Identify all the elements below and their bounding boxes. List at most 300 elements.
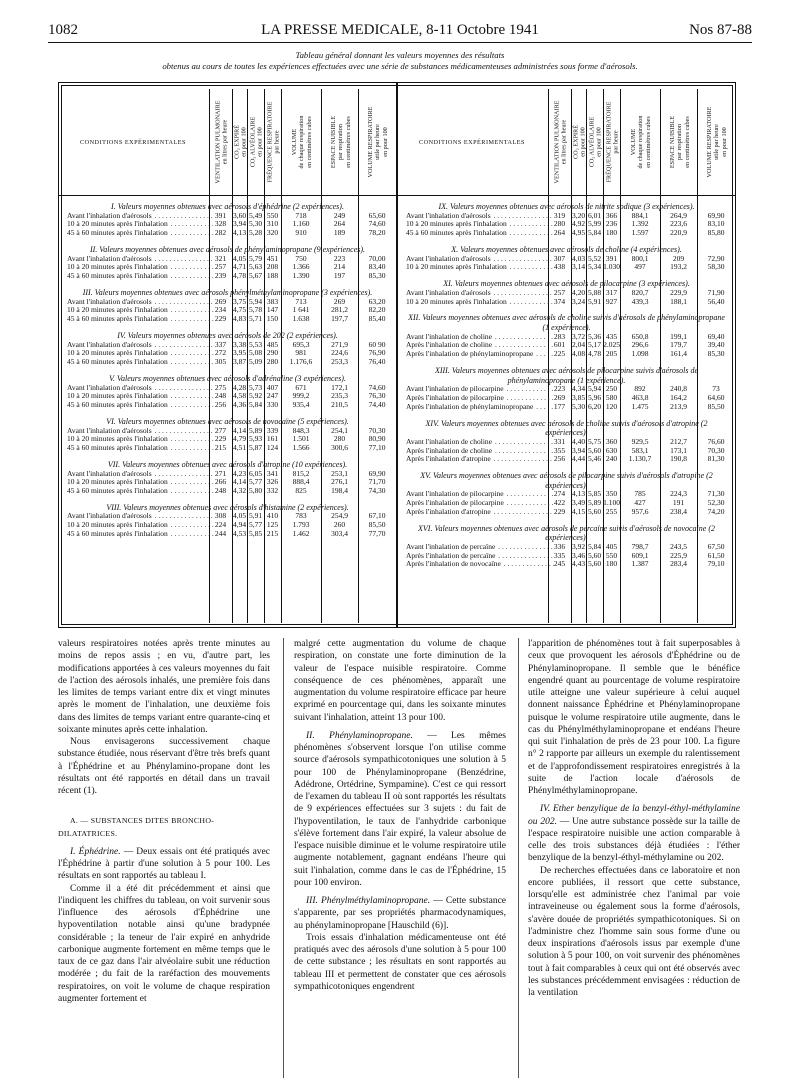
table-cell: 427 — [634, 498, 646, 508]
table-cell: 253,1 — [331, 468, 348, 478]
table-row — [59, 512, 396, 521]
row-condition-label: Avant l'inhalation d'aérosols — [67, 211, 152, 220]
table-cell: 6,01 — [587, 210, 602, 220]
row-condition — [67, 306, 215, 315]
paragraph — [294, 895, 506, 932]
column-rule — [283, 638, 284, 1078]
section-title: XV. Valeurs moyennes obtenues avec aérosols de pilocarpine suivis d'aérosols d'atropine (2 expériences). — [420, 471, 713, 490]
row-condition-label: Avant l'inhalation d'aérosols — [67, 469, 152, 478]
table-cell: 74,60 — [368, 219, 386, 229]
table-cell: 5,84 — [587, 228, 602, 238]
table-cell: 256 — [214, 400, 227, 410]
table-cell: 248 — [214, 391, 227, 401]
table-cell: 3,20 — [571, 210, 586, 220]
table-cell: 331 — [553, 436, 566, 446]
table-cell: 319 — [553, 210, 566, 220]
condition-column-header: CONDITIONS EXPÉRIMENTALES — [418, 138, 525, 146]
text-column-1 — [58, 638, 270, 1005]
table-body — [59, 195, 396, 627]
row-condition — [406, 499, 554, 508]
table-cell: 305 — [214, 357, 227, 367]
section-title: III. Valeurs moyennes obtenues avec aérosols phénylméthylaminopropane (3 expériences). — [82, 287, 373, 297]
table-cell: 198,4 — [331, 486, 348, 496]
table-cell: 4,95 — [571, 228, 586, 238]
paragraph: Nous envisagerons successivement chaque substance étudiée, nous réservant d'être très brefs quant à l'Éphédrine et au Phénylamino-propane dont les résultats ont été rapportés en détail dans un travail récent (1). — [58, 737, 270, 796]
table-cell: 74,60 — [368, 382, 386, 392]
table-header — [59, 89, 396, 196]
table-cell: 2.025 — [603, 340, 620, 350]
column-header — [586, 89, 604, 195]
table-cell: 276,1 — [331, 477, 348, 487]
table-cell: 609,1 — [631, 550, 649, 560]
section-subheading: A. — SUBSTANCES DITES BRONCHO-DILATATRICES. — [58, 816, 215, 838]
table-cell: 550 — [605, 550, 618, 560]
row-condition-label: Avant l'inhalation d'aérosols — [67, 254, 152, 263]
table-cell: 336 — [553, 541, 566, 551]
table-cell: 239 — [214, 271, 227, 281]
table-cell: 212,7 — [670, 436, 687, 446]
table-cell: 229 — [214, 434, 227, 444]
table-cell: 197,7 — [331, 314, 348, 324]
table-cell: 243,5 — [670, 541, 687, 551]
column-header — [264, 89, 282, 195]
paragraph-text: — Deux essais ont été pratiqués avec l'Éphédrine à partir d'une solution à 5 pour 100. Les résultats en sont rapportés au tableau I. — [58, 846, 270, 882]
table-cell: 671 — [295, 382, 307, 392]
paragraph: l'apparition de phénomènes tout à fait superposables à ceux que provoquent les aérosols d'Éphédrine ou de Phénylaminopropane. Il semble que le bénéfice engendré quant au pourcentage de volume respiratoire utile atteigne une valeur supérieure à celui auquel donnent naissance Éphédrine et Phénylaminopropane puisque le volume respiratoire utile augmente, dans le cas du Phénylméthylaminopropane et endéans l'heure qui suit l'inhalation de près de 23 pour 100. La figure n° 2 rapporte par ailleurs un exemple du ralentissement et de l'approfondissement respiratoires enregistrés à la suite de l'action locale d'aérosols de Phénylméthylaminopropane. — [528, 639, 740, 796]
table-cell: 253,3 — [331, 357, 348, 367]
row-condition-label: 10 à 20 minutes après l'inhalation — [406, 220, 507, 229]
table-cell: 190,8 — [670, 454, 687, 464]
table-cell: 65,60 — [368, 210, 386, 220]
page-number: 1082 — [48, 22, 78, 38]
table-cell: 583,1 — [631, 445, 649, 455]
table-cell: 269 — [214, 296, 227, 306]
table-cell: 188,1 — [670, 296, 687, 306]
row-condition — [67, 255, 215, 264]
row-condition — [406, 212, 554, 221]
row-condition-label: Avant l'inhalation d'aérosols — [67, 340, 152, 349]
row-condition-label: 45 à 60 minutes après l'inhalation — [67, 444, 168, 453]
row-condition-label: Après l'inhalation de pilocarpine — [406, 499, 504, 508]
table-cell: 815,2 — [292, 468, 310, 478]
row-condition — [67, 349, 215, 358]
table-cell: 280 — [553, 219, 566, 229]
section-title: IX. Valeurs moyennes obtenues avec aérosols de nitrite sodique (3 expériences). — [438, 202, 695, 211]
table-cell: 189 — [333, 228, 346, 238]
row-condition — [406, 543, 554, 552]
paragraph-label: II. Phénylaminopropane. — [306, 730, 413, 741]
table-cell: 76,60 — [707, 436, 725, 446]
table-cell: 272 — [214, 348, 227, 358]
row-condition-label: 45 à 60 minutes après l'inhalation — [67, 272, 168, 281]
row-condition-label: Avant l'inhalation d'aérosols — [406, 211, 491, 220]
row-condition-label: 10 à 20 minutes après l'inhalation — [67, 220, 168, 229]
table-cell: 172,1 — [331, 382, 348, 392]
row-condition — [67, 263, 215, 272]
table-cell: 240 — [605, 454, 618, 464]
column-header-label: VOLUME RESPIRATOIRE utile par heure en pour 100 — [706, 106, 728, 178]
row-condition-label: Avant l'inhalation de choline — [406, 437, 492, 446]
table-cell: 4,13 — [571, 489, 586, 499]
table-cell: 71,30 — [707, 489, 725, 499]
table-cell: 3,94 — [571, 445, 586, 455]
table-cell: 3,38 — [232, 339, 247, 349]
column-rule — [518, 638, 519, 1078]
table-cell: 209 — [672, 253, 685, 263]
table-cell: 274 — [553, 489, 566, 499]
table-cell: 5,91 — [587, 296, 602, 306]
table-cell: 69,40 — [707, 331, 725, 341]
paragraph — [528, 803, 740, 864]
table-row — [398, 508, 735, 517]
row-condition-label: 10 à 20 minutes après l'inhalation — [67, 263, 168, 272]
table-cell: 5,84 — [587, 541, 602, 551]
table-cell: 247 — [266, 391, 279, 401]
table-cell: 5,96 — [587, 392, 602, 402]
table-cell: 5,46 — [587, 454, 602, 464]
row-condition — [406, 394, 554, 403]
row-condition — [406, 447, 554, 456]
column-header-label: FRÉQUENCE RESPIRATOIRE par heure — [266, 101, 281, 183]
row-condition — [67, 358, 215, 367]
table-cell: 76,40 — [368, 357, 386, 367]
column-header — [697, 89, 736, 195]
table-cell: 161 — [266, 434, 279, 444]
section-title: VI. Valeurs moyennes obtenues avec aérosols de novocaïne (5 expériences). — [106, 416, 349, 426]
table-cell: 1.566 — [292, 443, 310, 453]
table-cell: 4,78 — [587, 349, 602, 359]
row-condition-label: 10 à 20 minutes après l'inhalation — [67, 478, 168, 487]
table-cell: 70,30 — [707, 445, 725, 455]
table-cell: 80,90 — [368, 434, 386, 444]
table-cell: 5,84 — [248, 400, 263, 410]
table-cell: 5,30 — [248, 219, 263, 229]
row-condition — [406, 341, 554, 350]
table-cell: 5,92 — [248, 391, 263, 401]
table-row — [59, 229, 396, 238]
table-cell: 215 — [214, 443, 227, 453]
row-condition-label: 45 à 60 minutes après l'inhalation — [67, 358, 168, 367]
table-cell: 4,15 — [571, 506, 586, 516]
table-row — [59, 530, 396, 539]
row-condition — [406, 333, 554, 342]
table-cell: 236 — [605, 219, 618, 229]
table-cell: 254,9 — [331, 511, 348, 521]
row-condition — [406, 298, 554, 307]
table-cell: 999,2 — [292, 391, 310, 401]
table-cell: 5,67 — [248, 271, 263, 281]
running-header — [48, 22, 752, 40]
table-cell: 892 — [634, 384, 646, 394]
table-body — [398, 195, 735, 627]
table-cell: 245 — [553, 559, 566, 569]
table-cell: 4,51 — [232, 443, 247, 453]
table-cell: 256 — [553, 454, 566, 464]
text-column-3 — [528, 638, 740, 999]
table-cell: 3,72 — [571, 331, 586, 341]
table-cell: 328 — [214, 219, 227, 229]
table-cell: 5,17 — [587, 340, 602, 350]
table-cell: 72,90 — [707, 253, 725, 263]
table-cell: 695,3 — [292, 339, 310, 349]
row-condition — [67, 212, 215, 221]
article-body — [58, 638, 742, 1078]
table-cell: 4,05 — [232, 511, 247, 521]
table-cell: 74,20 — [707, 506, 725, 516]
table-cell: 4,94 — [232, 520, 247, 530]
table-cell: 5,91 — [248, 511, 263, 521]
table-cell: 798,7 — [631, 541, 649, 551]
column-header-label: VOLUME de chaque respiration en centimètres cubes — [291, 115, 313, 169]
table-cell: 6,20 — [587, 401, 602, 411]
paragraph — [58, 846, 270, 883]
table-cell: 307 — [553, 253, 566, 263]
table-cell: 884,1 — [631, 210, 649, 220]
table-cell: 5,52 — [587, 253, 602, 263]
row-condition-label: 10 à 20 minutes après l'inhalation — [67, 349, 168, 358]
table-cell: 957,6 — [631, 506, 649, 516]
row-condition-label: 10 à 20 minutes après l'inhalation — [406, 263, 507, 272]
table-cell: 4,14 — [232, 477, 247, 487]
table-cell: 326 — [266, 477, 279, 487]
table-cell: 360 — [605, 436, 618, 446]
table-cell: 283,4 — [670, 559, 687, 569]
table-row — [398, 490, 735, 499]
column-header-label: CO₂ ALVÉOLAIRE en pour 100 — [249, 116, 264, 168]
table-cell: 339 — [266, 425, 279, 435]
table-cell: 3,75 — [232, 296, 247, 306]
table-cell: 197 — [333, 271, 346, 281]
column-header — [209, 89, 233, 195]
column-header — [660, 89, 698, 195]
row-condition-label: Avant l'inhalation de pilocarpine — [406, 490, 504, 499]
table-cell: 69,90 — [368, 468, 386, 478]
table-cell: 5,88 — [587, 287, 602, 297]
table-cell: 173,1 — [670, 445, 687, 455]
row-condition — [67, 341, 215, 350]
table-cell: 5,93 — [248, 434, 263, 444]
table-row — [59, 315, 396, 324]
table-row — [398, 229, 735, 238]
section-title: X. Valeurs moyennes obtenues avec aérosols de choline (4 expériences). — [451, 244, 682, 254]
table-cell: 438 — [553, 262, 566, 272]
row-condition — [406, 490, 554, 499]
row-condition-label: Avant l'inhalation de choline — [406, 332, 492, 341]
table-cell: 308 — [214, 511, 227, 521]
table-cell: 81,30 — [707, 454, 725, 464]
paragraph-label: IV. Ether benzylique de la benzyl-éthyl-méthylamine ou 202. — [528, 804, 740, 827]
table-row — [59, 444, 396, 453]
row-condition — [406, 263, 554, 272]
table-cell: 1.390 — [292, 271, 310, 281]
table-cell: 4,53 — [232, 529, 247, 539]
table-cell: 280 — [333, 434, 346, 444]
table-cell: 223 — [553, 384, 566, 394]
row-condition-label: 45 à 60 minutes après l'inhalation — [67, 530, 168, 539]
table-cell: 5,79 — [248, 253, 263, 263]
table-row — [59, 401, 396, 410]
table-cell: 85,40 — [368, 314, 386, 324]
table-cell: 5,78 — [248, 305, 263, 315]
table-cell: 271,9 — [331, 339, 348, 349]
table-cell: 350 — [605, 489, 618, 499]
column-header — [603, 89, 621, 195]
table-cell: 77,70 — [368, 529, 386, 539]
table-row — [398, 298, 735, 307]
table-cell: 229,9 — [670, 287, 687, 297]
table-cell: 120 — [605, 401, 618, 411]
table-cell: 1.387 — [631, 559, 649, 569]
row-condition — [67, 384, 215, 393]
table-row — [398, 455, 735, 464]
table-cell: 229 — [553, 506, 566, 516]
row-condition-label: 10 à 20 minutes après l'inhalation — [67, 435, 168, 444]
column-header-label: VENTILATION PULMONAIRE en litres par heure — [553, 100, 568, 184]
table-cell: 1.793 — [292, 520, 310, 530]
row-condition — [67, 220, 215, 229]
table-cell: 3,85 — [571, 392, 586, 402]
table-row — [59, 263, 396, 272]
table-cell: 56,40 — [707, 296, 725, 306]
table-cell: 220,9 — [670, 228, 687, 238]
table-cell: 4,58 — [232, 391, 247, 401]
row-condition-label: Avant l'inhalation d'aérosols — [67, 426, 152, 435]
section-title: I. Valeurs moyennes obtenues avec aérosols d'éphédrine (2 expériences). — [111, 202, 344, 211]
table-cell: 310 — [266, 219, 279, 229]
condition-column-header: CONDITIONS EXPÉRIMENTALES — [79, 138, 186, 146]
row-condition — [406, 403, 554, 412]
table-cell: 223,6 — [670, 219, 687, 229]
table-cell: 52,30 — [707, 498, 725, 508]
table-cell: 463,8 — [631, 392, 649, 402]
section-title: XIII. Valeurs moyennes obtenues avec aérosols de pilocarpine suivis d'aérosols de phénylaminopropane (1 expérience). — [434, 365, 699, 385]
table-cell: 4,40 — [571, 436, 586, 446]
table-cell: 5,73 — [248, 382, 263, 392]
table-cell: 255 — [605, 506, 618, 516]
table-cell: 330 — [266, 400, 279, 410]
table-cell: 224,6 — [331, 348, 348, 358]
row-condition — [67, 470, 215, 479]
table-cell: 67,10 — [368, 511, 386, 521]
table-cell: 335 — [553, 550, 566, 560]
table-cell: 3,92 — [571, 541, 586, 551]
column-header-label: ESPACE NUISIBLE par respiration en centimètres cubes — [329, 115, 352, 169]
table-cell: 76,30 — [368, 391, 386, 401]
row-condition-label: Après l'inhalation de phénylaminopropane — [406, 350, 534, 359]
table-row — [59, 212, 396, 221]
row-condition — [406, 229, 554, 238]
table-cell: 210,5 — [331, 400, 348, 410]
table-left-half — [59, 83, 396, 627]
table-cell: 321 — [214, 253, 227, 263]
paragraph-text: — Cette substance s'apparente, par ses propriétés pharmacodynamiques, au phénylaminopropane [Hauschild (6)]. — [294, 896, 507, 931]
table-cell: 5,75 — [587, 436, 602, 446]
table-cell: 5,94 — [248, 296, 263, 306]
row-condition-label: Avant l'inhalation d'aérosols — [67, 512, 152, 521]
table-cell: 435 — [605, 331, 618, 341]
table-cell: 208 — [266, 262, 279, 272]
table-cell: 73 — [712, 384, 720, 394]
table-cell: 69,90 — [707, 210, 725, 220]
section-title: XII. Valeurs moyennes obtenues avec aérosols de choline suivis d'aérosols de phénylaminopropane (1 expérience). — [408, 313, 725, 332]
table-cell: 282 — [214, 228, 227, 238]
table-cell: 225,9 — [670, 550, 687, 560]
column-header — [548, 89, 572, 195]
table-header — [398, 89, 735, 196]
table-cell: 374 — [553, 296, 566, 306]
table-cell: 199,1 — [670, 331, 687, 341]
table-row — [59, 358, 396, 367]
table-cell: 124 — [266, 443, 279, 453]
table-cell: 5,85 — [587, 489, 602, 499]
table-cell: 238,4 — [670, 506, 687, 516]
table-cell: 264 — [333, 219, 346, 229]
table-cell: 888,4 — [292, 477, 310, 487]
table-cell: 85,80 — [707, 228, 725, 238]
table-cell: 85,50 — [368, 520, 386, 530]
table-cell: 275 — [214, 382, 227, 392]
row-condition-label: Avant l'inhalation d'aérosols — [406, 288, 491, 297]
column-header-label: CO₂ ALVÉOLAIRE en pour 100 — [588, 116, 603, 168]
table-cell: 85,50 — [707, 401, 725, 411]
table-cell: 4,34 — [571, 384, 586, 394]
table-cell: 5,08 — [248, 348, 263, 358]
row-condition-label: Après l'inhalation d'atropine — [406, 455, 491, 464]
table-cell: 825 — [295, 486, 307, 496]
table-cell: 927 — [605, 296, 618, 306]
row-condition-label: Après l'inhalation de phénylaminopropane — [406, 402, 534, 411]
row-condition — [406, 385, 554, 394]
table-cell: 147 — [266, 305, 279, 315]
row-condition-label: 45 à 60 minutes après l'inhalation — [67, 315, 168, 324]
section-title: V. Valeurs moyennes obtenues avec aérosols d'adrénaline (3 expériences). — [109, 373, 346, 383]
table-cell: 6,05 — [248, 468, 263, 478]
table-cell: 281,2 — [331, 305, 348, 315]
table-caption — [60, 50, 740, 72]
table-cell: 266 — [214, 477, 227, 487]
paragraph: valeurs respiratoires notées après trente minutes au moins de repos assis ; en vu, d'autre part, les modifications apportées à ces valeurs moyennes du fait de l'action des aérosols inhalés, une première fois dans les limites de temps variant entre dix et vingt minutes après le moment de l'inhalation, une deuxième fois dans des limites de temps variant entre quarante-cinq et soixante minutes après cette inhalation. — [58, 639, 270, 735]
row-condition — [406, 350, 554, 359]
table-cell: 83,40 — [368, 262, 386, 272]
row-condition — [406, 289, 554, 298]
row-condition — [67, 392, 215, 401]
table-cell: 4,32 — [232, 486, 247, 496]
paragraph: De recherches effectuées dans ce laboratoire et non encore publiées, il ressort que cette substance, lorsqu'elle est administrée chez l'animal par voie intraveineuse ou également sous la forme d'aérosols, s'avère douée de propriétés sympathicotoniques. Si on l'administre chez l'homme sain sous forme d'une ou deux inspirations d'aérosols issus par exemple d'une solution à 5 pour 100, on voit survenir des phénomènes tout à fait comparables à ceux qui ont été observés avec les substances précédemment envisagées : réduction de la ventilation — [528, 865, 740, 998]
section-title: XIV. Valeurs moyennes obtenues avec aérosols de choline suivis d'aérosols d'atropine (2 expériences). — [425, 418, 708, 438]
table-cell: 1.176,6 — [289, 357, 313, 367]
table-cell: 355 — [553, 445, 566, 455]
row-condition-label: Après l'inhalation d'atropine — [406, 507, 491, 516]
table-cell: 5,71 — [248, 314, 263, 324]
table-row — [59, 272, 396, 281]
column-header-label: VENTILATION PULMONAIRE en litres par heure — [214, 100, 229, 184]
table-cell: 191 — [672, 498, 685, 508]
table-cell: 177 — [553, 401, 566, 411]
table-cell: 713 — [295, 296, 307, 306]
paragraph-label: III. Phénylméthylaminopropane. — [306, 896, 431, 906]
table-cell: 1.098 — [631, 349, 649, 359]
row-condition — [67, 487, 215, 496]
column-header — [247, 89, 265, 195]
table-cell: 77,10 — [368, 443, 386, 453]
table-cell: 910 — [295, 228, 307, 238]
table-cell: 5,60 — [587, 559, 602, 569]
row-condition — [406, 438, 554, 447]
column-header-label: CO₂ EXPIRÉ en pour 100 — [233, 125, 248, 159]
paragraph-text: — Les mêmes phénomènes s'observent lorsque l'on utilise comme source d'aérosols sympathicotoniques une solution à 5 pour 100 de Phénylaminopropane (Benzédrine, Adédrone, Ortédrine, Sympamine). C'est ce qui ressort de l'examen du tableau II où sont rapportés les résultats de 9 expériences effectuées sur 3 sujets : du fait de l'hypoventilation, le taux de l'anhydride carbonique s'élève fortement dans l'air expiré, la valeur absolue de l'espace nuisible diminue et le volume respiratoire utile augmente notablement, gagnant endéans l'heure qui suit l'inhalation, comme dans le cas de l'Éphédrine, 15 pour 100 environ. — [294, 730, 506, 888]
text-column-2 — [294, 638, 506, 993]
table-cell: 630 — [605, 445, 618, 455]
